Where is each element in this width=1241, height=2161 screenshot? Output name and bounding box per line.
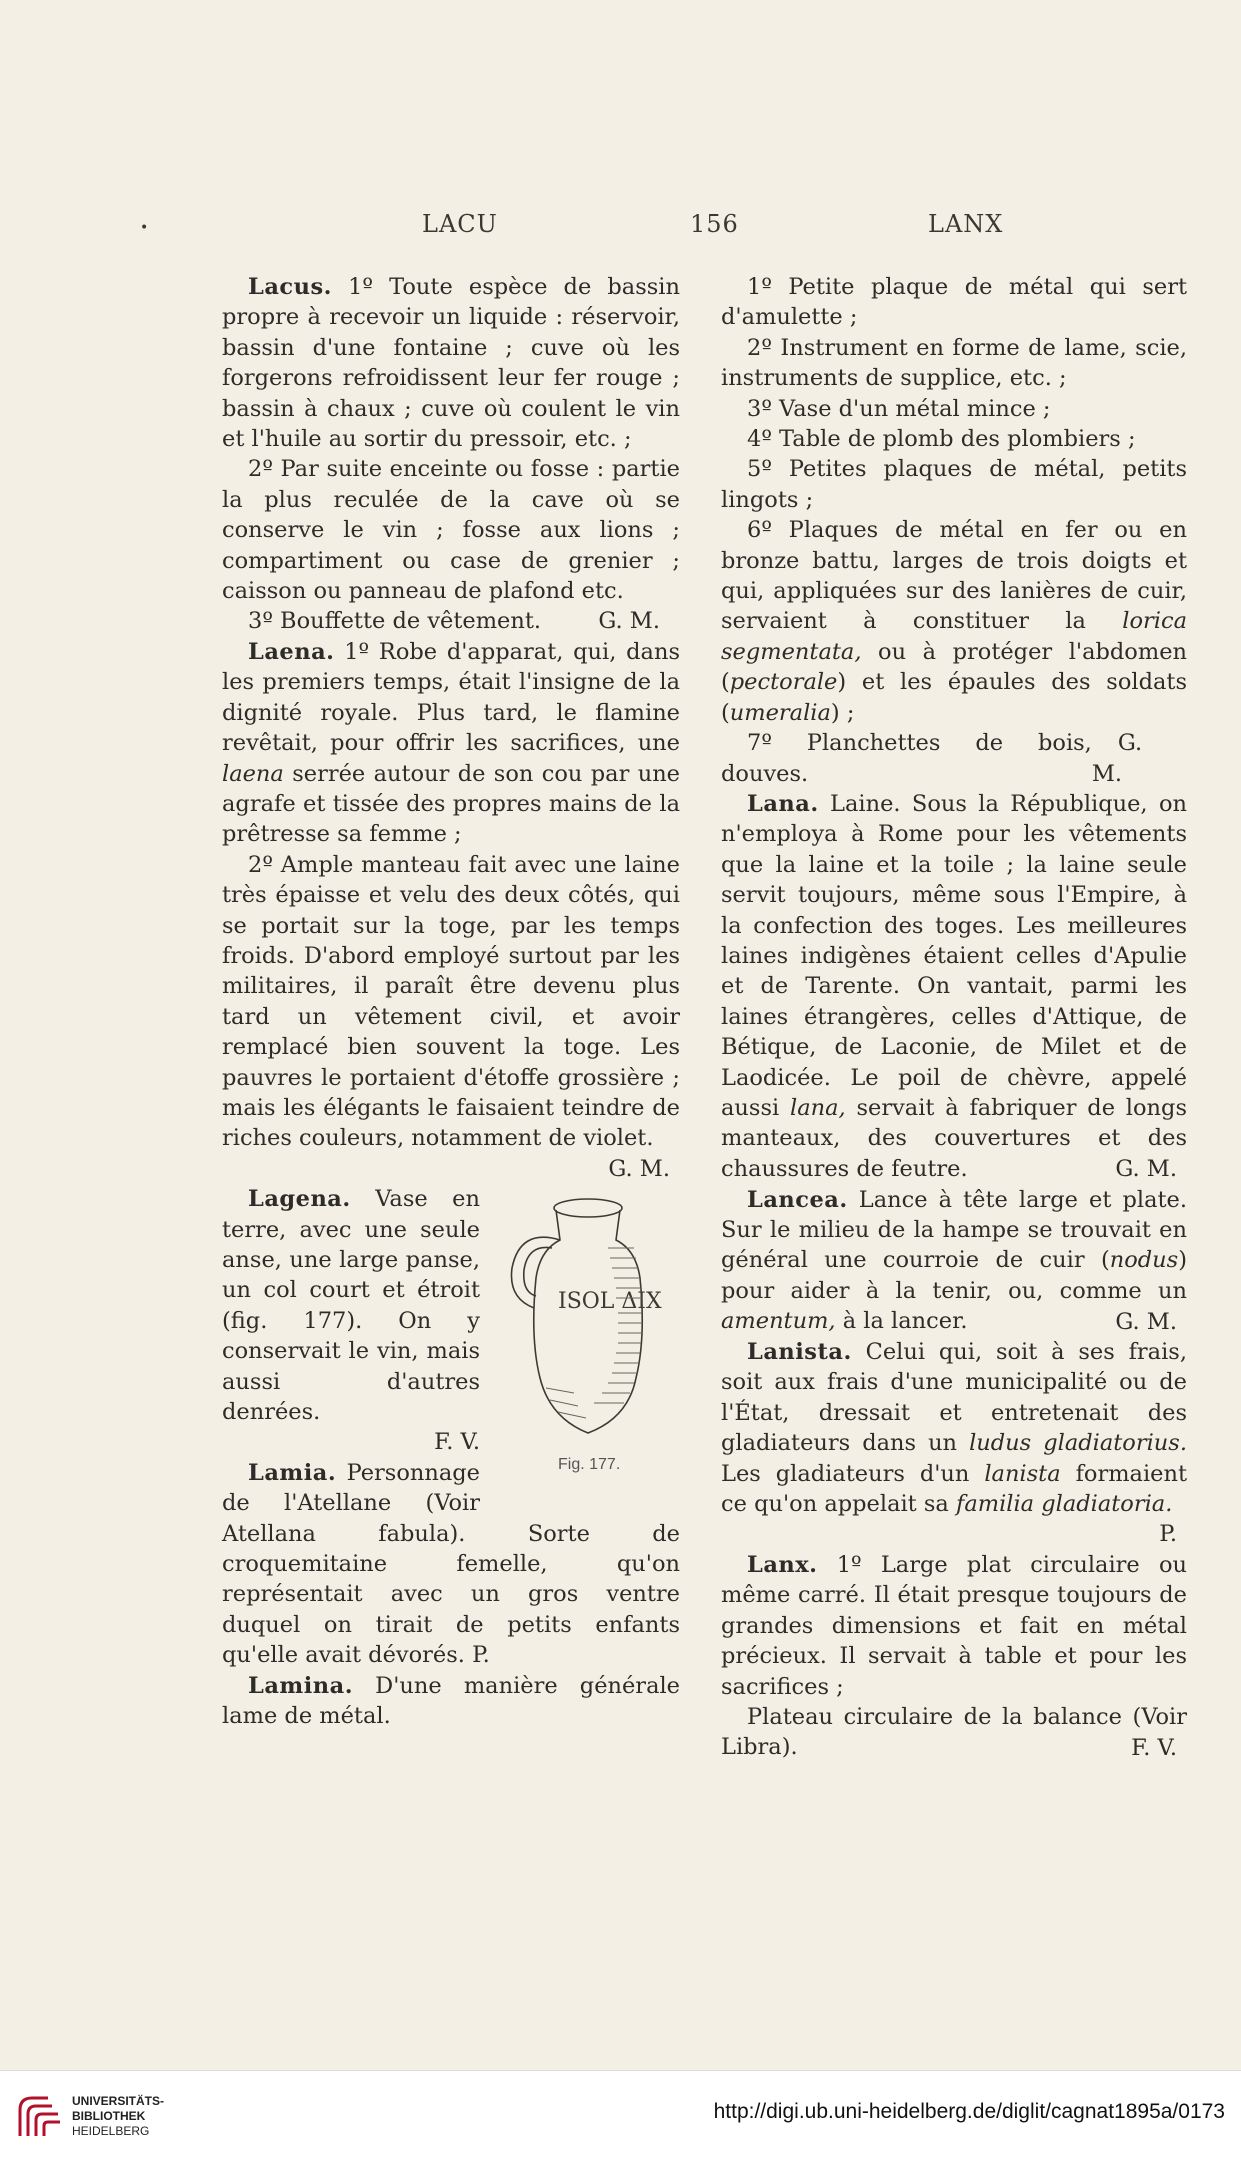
- entry-lacus: Lacus. 1º Toute espèce de bassin propre à recevoir un liquide : réservoir, bassin d'une fontaine ; cuve où les forgerons refroidissent leur fer rouge ; bassin à chaux ; cuve où coulent le vin et l'huile au sortir du pressoir, etc. ;: [222, 274, 680, 453]
- entry-lamia: Lamia. Personnage de l'Atellane (Voir Atellana fabula). Sorte de croquemitaine femelle, qu'on représentait avec un gros ventre duquel on tirait de petits enfants qu'elle avait dévorés. P.: [222, 1459, 680, 1669]
- paragraph-signed: 3º Bouffette de vêtement. G. M.: [222, 606, 680, 636]
- entry-lancea: Lancea. Lance à tête large et plate. Sur le milieu de la hampe se trouvait en général une courroie de cuir (nodus) pour aider à la tenir, ou, comme un amentum, à la lancer.: [721, 1186, 1187, 1335]
- entry-lagena: ISOL ΔΙX Fig. 177. Lagena. Vase en terre, avec une seule anse, une large panse, un col court et étroit (fig. 177). On y conservait le vin, mais aussi d'autres denrées. F. V. Lamia. Personnage de l'Atellane (Voir Atellana fabula). Sorte de croquemitaine femelle, qu'on représentait avec un gros ventre duquel on tirait de petits enfants qu'elle avait dévorés. P.: [222, 1184, 680, 1671]
- headword: Lacus.: [248, 274, 332, 300]
- paragraph: 6º Plaques de métal en fer ou en bronze battu, larges de trois doigts et qui, appliquées sur des lanières de cuir, servaient à constituer la lorica segmentata, ou à protéger l'abdomen (pectorale) et les épaules des soldats (umeralia) ;: [721, 517, 1187, 726]
- headword: Lanx.: [747, 1551, 818, 1578]
- headword: Lagena.: [248, 1186, 351, 1213]
- library-logo-icon: [14, 2090, 66, 2142]
- left-column: [222, 272, 680, 1732]
- entry-lanista: Lanista. Celui qui, soit à ses frais, soit aux frais d'une municipalité ou de l'État, dressait et entretenait des gladiateurs dans un ludus gladiatorius. Les gladiateurs d'un lanista formaient ce qu'on appelait sa familia gladiatoria.: [721, 1339, 1187, 1518]
- paragraph: 1º Petite plaque de métal qui sert d'amulette ;: [721, 274, 1187, 331]
- header-right-word: LANX: [928, 210, 1004, 238]
- signature: G. M.: [1115, 1308, 1177, 1335]
- paragraph-signed: 7º Planchettes de bois, douves. G. M.: [721, 728, 1187, 789]
- paragraph: 4º Table de plomb des plombiers ;: [747, 426, 1136, 453]
- vase-inscription: ISOL ΔΙX: [558, 1289, 662, 1315]
- entry-laena: Laena. 1º Robe d'apparat, qui, dans les premiers temps, était l'insigne de la dignité royale. Plus tard, le flamine revêtait, pour offrir les sacrifices, une laena serrée autour de son cou par une agrafe et tissée des propres mains de la prêtresse sa femme ;: [222, 638, 680, 848]
- paragraph: 2º Par suite enceinte ou fosse : partie la plus reculée de la cave où se conserve le vin ; fosse aux lions ; compartiment ou case de grenier ; caisson ou panneau de plafond etc.: [222, 456, 680, 605]
- headword: Lamia.: [248, 1459, 337, 1486]
- paragraph: 2º Instrument en forme de lame, scie, instruments de supplice, etc. ;: [721, 334, 1187, 392]
- figure-177: [490, 1188, 680, 1488]
- signature: G. M.: [1091, 730, 1143, 787]
- vase-illustration: [490, 1188, 670, 1448]
- signature: G. M.: [598, 608, 660, 635]
- headword: Lana.: [747, 790, 819, 817]
- signature: G. M.: [1115, 1156, 1177, 1183]
- page-number: 156: [690, 210, 739, 238]
- headword: Lanista.: [747, 1339, 852, 1366]
- entry-lamina: Lamina. D'une manière générale lame de métal.: [222, 1672, 680, 1730]
- signature: G. M.: [608, 1155, 670, 1182]
- headword: Lancea.: [747, 1186, 848, 1213]
- headword: Laena.: [248, 638, 335, 665]
- margin-dot: •: [140, 220, 150, 236]
- figure-caption: Fig. 177.: [558, 1456, 621, 1474]
- source-url-link[interactable]: http://digi.ub.uni-heidelberg.de/diglit/cagnat1895a/0173: [713, 2100, 1225, 2123]
- running-header: [0, 210, 1241, 250]
- library-name: UNIVERSITÄTS- BIBLIOTHEK HEIDELBERG: [72, 2094, 165, 2138]
- header-left-word: LACU: [422, 210, 498, 238]
- paragraph: 3º Vase d'un métal mince ;: [747, 395, 1051, 422]
- paragraph: 2º Ample manteau fait avec une laine très épaisse et velu des deux côtés, qui se portait sur la toge, par les temps froids. D'abord employé surtout par les militaires, il paraît être devenu plus tard un vêtement civil, et avoir remplacé bien souvent la toge. Les pauvres le portaient d'étoffe grossière ; mais les élégants le faisaient teindre de riches couleurs, notamment de violet.: [222, 851, 680, 1152]
- paragraph: 5º Petites plaques de métal, petits lingots ;: [721, 456, 1187, 513]
- signature: P.: [1159, 1521, 1177, 1548]
- headword: Lamina.: [248, 1672, 354, 1699]
- signature: F. V.: [434, 1429, 480, 1456]
- paragraph: Plateau circulaire de la balance (Voir Libra).: [721, 1703, 1187, 1761]
- entry-lanx: Lanx. 1º Large plat circulaire ou même carré. Il était presque toujours de grandes dimensions et fait en métal précieux. Il servait à table et pour les sacrifices ;: [721, 1551, 1187, 1700]
- right-column: [721, 272, 1187, 1763]
- entry-lana: Lana. Laine. Sous la République, on n'employa à Rome pour les vêtements que la laine et la toile ; la laine seule servit toujours, même sous l'Empire, à la confection des toges. Les meilleures laines indigènes étaient celles d'Apulie et de Tarente. On vantait, parmi les laines étrangères, celles d'Attique, de Bétique, de Laconie, de Milet et de Laodicée. Le poil de chèvre, appelé aussi lana, servait à fabriquer de longs manteaux, des couvertures et des chaussures de feutre.: [721, 790, 1187, 1182]
- signature: F. V.: [1131, 1734, 1177, 1761]
